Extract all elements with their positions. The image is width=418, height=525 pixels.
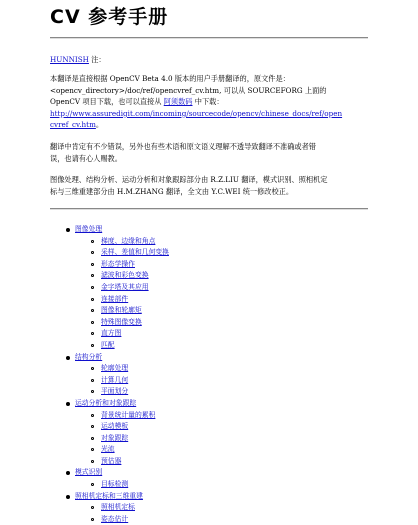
toc-section-link[interactable]: 运动分析和对象跟踪 (75, 398, 137, 407)
toc-subsection (64, 317, 169, 329)
toc-section-link[interactable]: 结构分析 (75, 352, 103, 361)
intro-line (50, 96, 370, 108)
toc-subsection (64, 444, 169, 456)
toc-subsection (64, 456, 169, 468)
toc-subsection (64, 294, 169, 306)
toc-subsection (64, 514, 169, 525)
toc-section (64, 398, 169, 410)
toc-subsection-link[interactable]: 形态学操作 (101, 259, 135, 268)
download-url-link-cont[interactable]: cvref_cv.htm (50, 120, 96, 130)
assuredigit-link[interactable]: 阿须数码 (163, 97, 193, 107)
toc-subsection-link[interactable]: 直方图 (101, 329, 122, 338)
toc-subsection-link[interactable]: 特殊图像变换 (101, 317, 142, 326)
page-title: CV 参考手册 (50, 6, 169, 28)
intro-line: <opencv_directory>/doc/ref/opencvref_cv.htm, 可以从 SOURCEFORG 上面的 (50, 85, 327, 95)
toc-subsection (64, 340, 169, 352)
toc-subsection-link[interactable]: 采样、差值和几何变换 (101, 248, 169, 257)
toc-section-link[interactable]: 模式识别 (75, 468, 103, 477)
toc-subsection-link[interactable]: 连接部件 (101, 294, 129, 303)
toc-list (64, 224, 169, 525)
intro-paragraph (50, 73, 370, 131)
toc-subsection-link[interactable]: 平面划分 (101, 387, 129, 396)
toc-subsection (64, 282, 169, 294)
toc-subsection (64, 259, 169, 271)
table-of-contents (64, 224, 169, 525)
toc-subsection (64, 386, 169, 398)
divider (50, 208, 368, 210)
toc-subsection-link[interactable]: 预估器 (101, 456, 122, 465)
toc-subsection-link[interactable]: 运动模板 (101, 422, 129, 431)
divider (50, 37, 368, 39)
toc-subsection-link[interactable]: 对象跟踪 (101, 433, 129, 442)
intro-line (50, 108, 370, 120)
errata-paragraph (50, 141, 370, 164)
toc-subsection (64, 363, 169, 375)
toc-subsection (64, 375, 169, 387)
intro-text: OpenCV 项目下载，也可以直接从 (50, 97, 162, 107)
translator-note-header (50, 54, 370, 66)
toc-subsection-link[interactable]: 滤波和彩色变换 (101, 271, 149, 280)
toc-subsection-link[interactable]: 计算几何 (101, 375, 129, 384)
download-url-link[interactable]: http://www.assuredigit.com/incoming/sourcecode/opencv/chinese_docs/ref/open (50, 108, 343, 118)
intro-text: 中下载： (194, 97, 224, 107)
toc-subsection (64, 305, 169, 317)
toc-subsection-link[interactable]: 背景统计量的累积 (101, 410, 156, 419)
toc-subsection (64, 479, 169, 491)
author-suffix: 注： (88, 55, 106, 64)
credits-line: 图像处理、结构分析、运动分析和对象跟踪部分由 R.Z.LIU 翻译，模式识别、照相机定 (50, 175, 328, 184)
toc-subsection-link[interactable]: 金字塔及其应用 (101, 282, 149, 291)
credits-line: 标与三维重建部分由 H.M.ZHANG 翻译，全文由 Y.C.WEI 统一修改校正。 (50, 186, 294, 196)
intro-line (50, 119, 370, 131)
toc-section (64, 467, 169, 479)
toc-subsection-link[interactable]: 目标检测 (101, 480, 129, 489)
toc-subsection-link[interactable]: 梯度、边缘和角点 (101, 236, 156, 245)
toc-subsection-link[interactable]: 图像和轮廓矩 (101, 306, 142, 315)
toc-subsection (64, 502, 169, 514)
toc-subsection (64, 236, 169, 248)
intro-text: 。 (95, 120, 104, 130)
toc-subsection (64, 410, 169, 422)
toc-subsection (64, 433, 169, 445)
toc-subsection-link[interactable]: 轮廓处理 (101, 364, 129, 373)
toc-section-link[interactable]: 照相机定标和三维重建 (75, 491, 143, 500)
errata-line: 翻译中肯定有不少错误，另外也有些术语和原文语义理解不透导致翻译不准确或者错 (50, 142, 316, 151)
toc-subsection-link[interactable]: 匹配 (101, 340, 115, 349)
toc-subsection (64, 421, 169, 433)
credits-paragraph (50, 174, 370, 197)
author-link[interactable]: HUNNISH (50, 55, 89, 64)
toc-subsection-link[interactable]: 姿态估计 (101, 514, 129, 523)
toc-subsection (64, 247, 169, 259)
toc-section (64, 491, 169, 503)
toc-subsection (64, 270, 169, 282)
toc-subsection-link[interactable]: 照相机定标 (101, 503, 135, 512)
toc-section (64, 224, 169, 236)
toc-section-link[interactable]: 图像处理 (75, 225, 103, 233)
toc-section (64, 352, 169, 364)
toc-subsection-link[interactable]: 光流 (101, 445, 115, 454)
toc-subsection (64, 328, 169, 340)
intro-line: 本翻译是直接根据 OpenCV Beta 4.0 版本的用户手册翻译的，原文件是： (50, 74, 290, 83)
errata-line: 误，也请有心人赐教。 (50, 153, 122, 163)
